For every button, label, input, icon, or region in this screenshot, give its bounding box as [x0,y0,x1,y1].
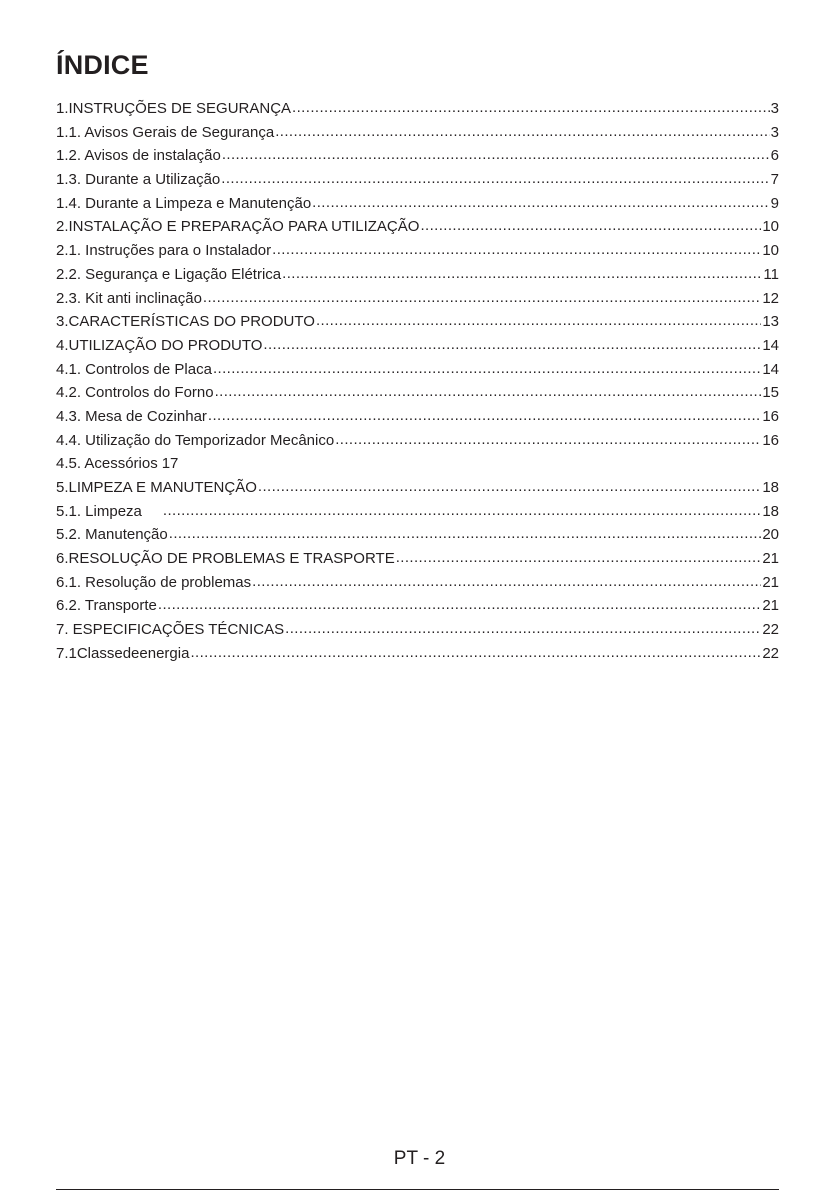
toc-dot-leader [208,404,761,428]
toc-entry-label: 4.2. Controlos do Forno [56,384,214,402]
toc-entry[interactable] [56,239,779,263]
toc-entry-page: 14 [762,360,779,378]
toc-entry-page: 14 [762,336,779,354]
toc-entry-page: 9 [770,194,779,212]
toc-dot-leader [316,309,761,333]
toc-dot-leader [190,641,761,665]
toc-dot-leader [252,570,761,594]
page-title: ÍNDICE [56,50,149,80]
toc-dot-leader [420,214,761,238]
toc-entry[interactable] [56,310,779,334]
toc-entry[interactable] [56,287,779,311]
toc-entry[interactable] [56,571,779,595]
toc-entry-label: 1.2. Avisos de instalação [56,147,221,165]
toc-entry-label: 2.3. Kit anti inclinação [56,289,202,307]
toc-entry-page: 3 [770,123,779,141]
toc-entry[interactable] [56,405,779,429]
page-number: PT - 2 [393,1148,446,1169]
toc-entry-label: 2.INSTALAÇÃO E PREPARAÇÃO PARA UTILIZAÇÃO [56,218,420,236]
toc-entry[interactable] [56,547,779,571]
footer-divider [56,1189,779,1190]
table-of-contents [56,97,779,666]
toc-dot-leader [213,357,761,381]
toc-entry[interactable] [56,618,779,642]
toc-entry[interactable] [56,358,779,382]
toc-entry-page: 21 [762,550,779,568]
toc-entry[interactable] [56,168,779,192]
toc-dot-leader [272,238,761,262]
toc-entry-page: 22 [762,621,779,639]
toc-dot-leader [221,167,769,191]
toc-entry-label: 4.5. Acessórios [56,455,158,473]
toc-entry[interactable] [56,523,779,547]
toc-entry-page: 21 [762,573,779,591]
toc-dot-leader [396,546,762,570]
toc-entry-label: 6.2. Transporte [56,597,157,615]
toc-entry[interactable] [56,144,779,168]
toc-entry-label: 1.4. Durante a Limpeza e Manutenção [56,194,312,212]
toc-entry-label: 3.CARACTERÍSTICAS DO PRODUTO [56,313,315,331]
toc-entry-label: 5.1. Limpeza [56,502,142,520]
toc-entry[interactable] [56,381,779,405]
toc-entry[interactable] [56,429,779,453]
toc-dot-leader [222,143,770,167]
toc-entry[interactable] [56,334,779,358]
toc-entry-label: 5.LIMPEZA E MANUTENÇÃO [56,479,257,496]
toc-entry-label: 4.3. Mesa de Cozinhar [56,407,207,425]
toc-entry-label: 1.INSTRUÇÕES DE SEGURANÇA [56,100,292,117]
toc-dot-leader [163,499,761,523]
toc-entry-label: 6.1. Resolução de problemas [56,573,252,591]
toc-entry[interactable] [56,642,779,666]
toc-dot-leader [169,522,762,546]
toc-dot-leader [275,120,769,144]
toc-entry-label: 7. ESPECIFICAÇÕES TÉCNICAS [56,621,285,639]
toc-entry[interactable] [56,215,779,239]
toc-entry-page: 16 [762,407,779,425]
toc-dot-leader [285,617,761,641]
toc-entry-page: 17 [161,455,179,473]
toc-entry-page: 21 [762,597,779,615]
toc-entry-label: 6.RESOLUÇÃO DE PROBLEMAS E TRASPORTE [56,550,395,568]
toc-entry-label: 7.1Classedeenergia [56,644,190,662]
toc-entry-label: 4.4. Utilização do Temporizador Mecânico [56,431,335,449]
toc-entry[interactable] [56,192,779,216]
toc-entry-page: 15 [762,384,779,402]
toc-dot-leader [215,380,762,404]
toc-entry-page: 12 [762,289,779,307]
toc-entry[interactable] [56,594,779,618]
toc-dot-leader [203,286,761,310]
toc-entry[interactable] [56,97,779,121]
toc-dot-leader [263,333,761,357]
toc-entry-label: 2.2. Segurança e Ligação Elétrica [56,265,282,283]
toc-dot-leader [158,593,761,617]
toc-entry[interactable] [56,476,779,500]
toc-entry-label: 5.2. Manutenção [56,526,168,544]
toc-entry-page: 13 [762,313,779,331]
toc-entry[interactable] [56,121,779,145]
toc-entry[interactable] [56,263,779,287]
toc-entry-page: 20 [762,526,779,544]
toc-entry-page: 11 [763,265,779,283]
toc-dot-leader [282,262,762,286]
toc-entry-label: 2.1. Instruções para o Instalador [56,242,272,260]
toc-entry-page: 18 [762,479,779,496]
toc-entry[interactable] [56,452,779,476]
toc-entry-label: 1.1. Avisos Gerais de Segurança [56,123,275,141]
toc-entry-page: 3 [770,100,779,117]
toc-entry-page: 22 [762,644,779,662]
toc-entry-label: 4.1. Controlos de Placa [56,360,212,378]
toc-entry-page: 18 [762,502,779,520]
toc-entry-page: 16 [762,431,779,449]
toc-entry-label: 4.UTILIZAÇÃO DO PRODUTO [56,336,263,354]
toc-entry-label: 1.3. Durante a Utilização [56,171,221,189]
toc-dot-leader [292,96,770,120]
toc-entry[interactable] [56,500,779,524]
toc-entry-page: 7 [770,171,779,189]
toc-dot-leader [258,475,761,499]
toc-entry-page: 10 [762,218,779,236]
toc-dot-leader [312,191,769,215]
toc-entry-page: 6 [770,147,779,165]
toc-dot-leader [335,428,761,452]
toc-entry-page: 10 [762,242,779,260]
